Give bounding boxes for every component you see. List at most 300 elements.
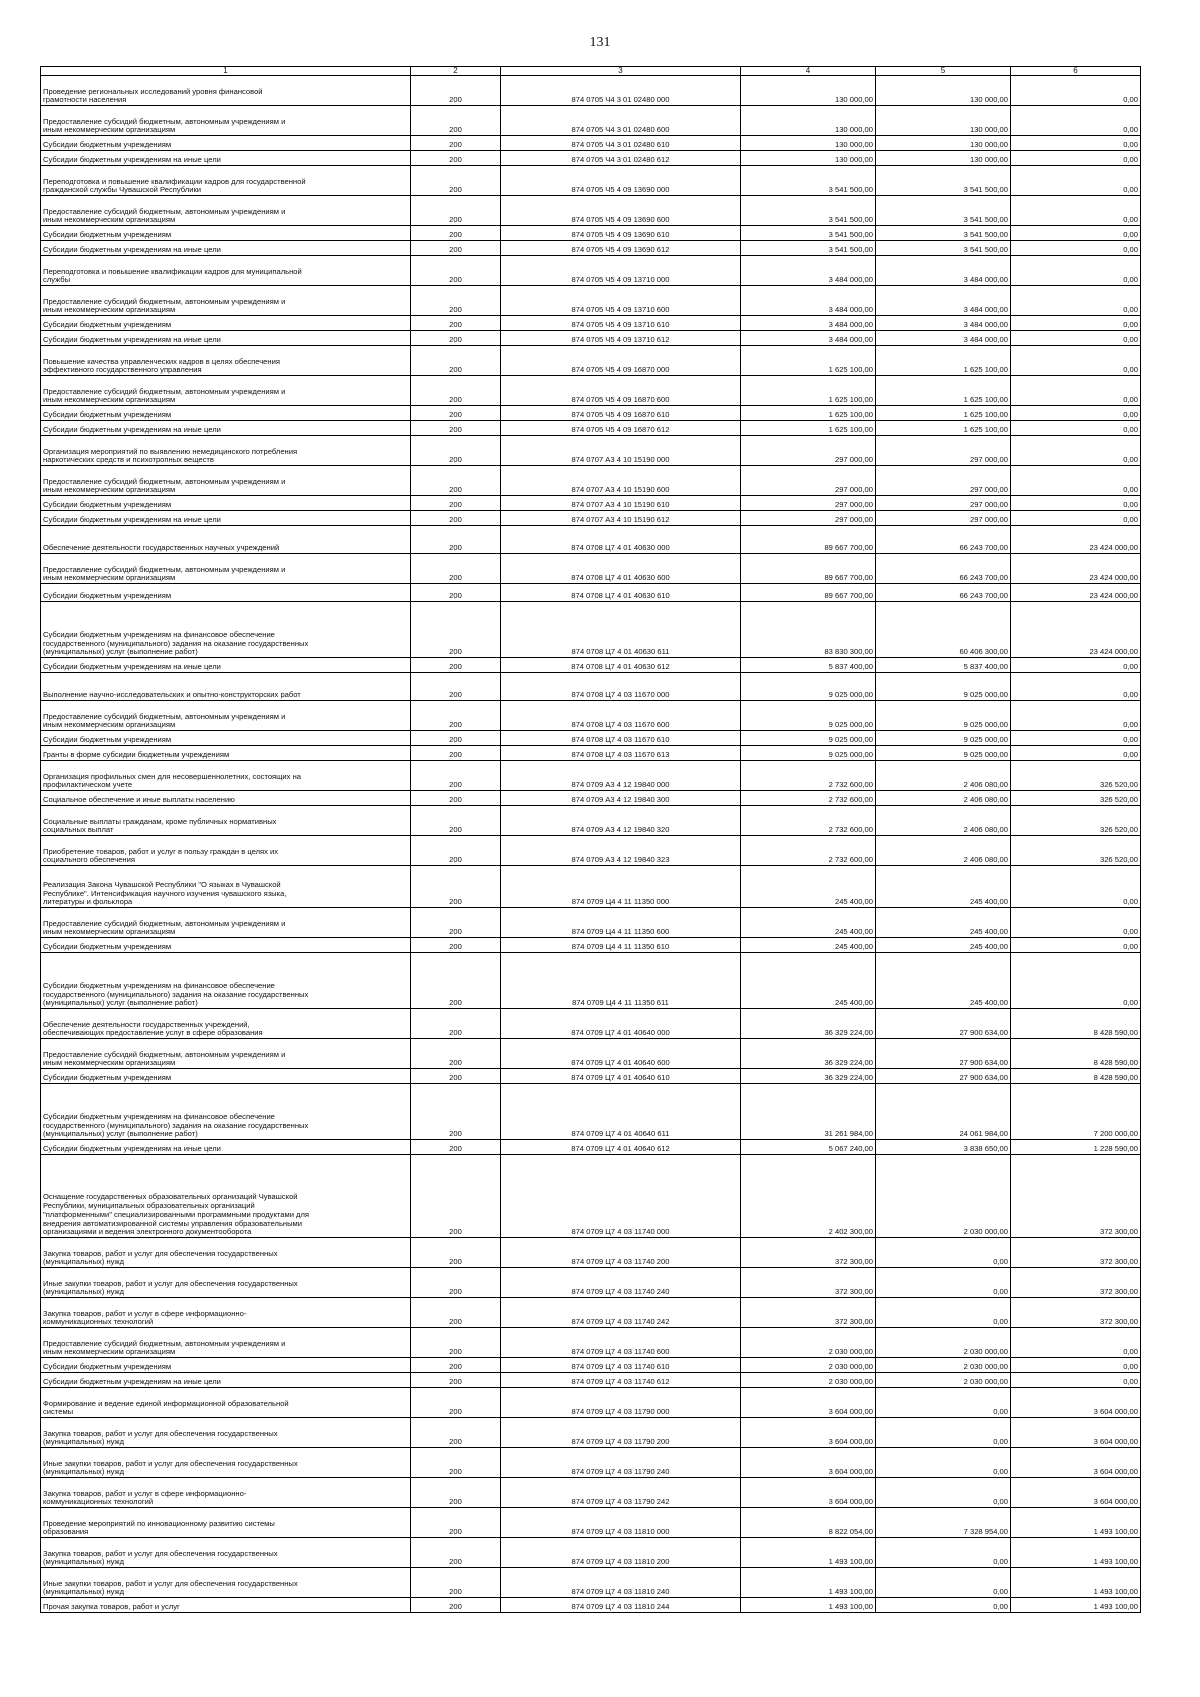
amount-col6-cell: 0,00 xyxy=(1011,346,1141,376)
amount-col4-cell: 36 329 224,00 xyxy=(741,1069,876,1084)
expense-name-cell: Предоставление субсидий бюджетным, автономным учреждениям и иным некоммерческим организациям xyxy=(41,286,411,316)
amount-col4-cell: 372 300,00 xyxy=(741,1268,876,1298)
table-row xyxy=(41,791,1141,806)
table-row xyxy=(41,584,1141,602)
amount-col5-cell: 0,00 xyxy=(876,1298,1011,1328)
budget-code-cell: 874 0705 Ч5 4 09 13710 600 xyxy=(501,286,741,316)
column2-cell: 200 xyxy=(411,1598,501,1613)
budget-code-cell: 874 0709 Ц7 4 03 11740 200 xyxy=(501,1238,741,1268)
amount-col4-cell: 1 625 100,00 xyxy=(741,346,876,376)
table-row xyxy=(41,136,1141,151)
amount-col4-cell: 89 667 700,00 xyxy=(741,584,876,602)
amount-col4-cell: 245 400,00 xyxy=(741,938,876,953)
expense-name-cell: Закупка товаров, работ и услуг для обеспечения государственных (муниципальных) нужд xyxy=(41,1538,411,1568)
column2-cell: 200 xyxy=(411,908,501,938)
budget-code-cell: 874 0708 Ц7 4 01 40630 000 xyxy=(501,526,741,554)
amount-col4-cell: 1 625 100,00 xyxy=(741,406,876,421)
amount-col4-cell: 9 025 000,00 xyxy=(741,673,876,701)
table-row xyxy=(41,346,1141,376)
table-row xyxy=(41,1448,1141,1478)
amount-col5-cell: 3 541 500,00 xyxy=(876,196,1011,226)
column2-cell: 200 xyxy=(411,658,501,673)
table-row xyxy=(41,658,1141,673)
amount-col5-cell: 3 484 000,00 xyxy=(876,256,1011,286)
column2-cell: 200 xyxy=(411,286,501,316)
amount-col4-cell: 3 604 000,00 xyxy=(741,1478,876,1508)
amount-col6-cell: 326 520,00 xyxy=(1011,806,1141,836)
budget-code-cell: 874 0709 Ц7 4 03 11790 000 xyxy=(501,1388,741,1418)
budget-code-cell: 874 0709 Ц7 4 01 40640 600 xyxy=(501,1039,741,1069)
table-row xyxy=(41,761,1141,791)
amount-col5-cell: 130 000,00 xyxy=(876,76,1011,106)
expense-name-cell: Иные закупки товаров, работ и услуг для обеспечения государственных (муниципальных) нужд xyxy=(41,1568,411,1598)
budget-code-cell: 874 0709 А3 4 12 19840 000 xyxy=(501,761,741,791)
column2-cell: 200 xyxy=(411,602,501,658)
amount-col6-cell: 0,00 xyxy=(1011,406,1141,421)
budget-code-cell: 874 0709 Ц7 4 03 11810 240 xyxy=(501,1568,741,1598)
column2-cell: 200 xyxy=(411,526,501,554)
column2-cell: 200 xyxy=(411,791,501,806)
amount-col6-cell: 0,00 xyxy=(1011,136,1141,151)
column2-cell: 200 xyxy=(411,511,501,526)
expense-name-cell: Субсидии бюджетным учреждениям на иные цели xyxy=(41,511,411,526)
expense-name-cell: Прочая закупка товаров, работ и услуг xyxy=(41,1598,411,1613)
amount-col4-cell: 2 402 300,00 xyxy=(741,1155,876,1238)
amount-col6-cell: 0,00 xyxy=(1011,151,1141,166)
column2-cell: 200 xyxy=(411,346,501,376)
amount-col4-cell: 31 261 984,00 xyxy=(741,1084,876,1140)
expense-name-cell: Проведение региональных исследований уровня финансовой грамотности населения xyxy=(41,76,411,106)
amount-col5-cell: 9 025 000,00 xyxy=(876,701,1011,731)
budget-code-cell: 874 0708 Ц7 4 03 11670 613 xyxy=(501,746,741,761)
table-row xyxy=(41,746,1141,761)
budget-code-cell: 874 0705 Ч5 4 09 13710 000 xyxy=(501,256,741,286)
amount-col5-cell: 245 400,00 xyxy=(876,938,1011,953)
amount-col4-cell: 3 484 000,00 xyxy=(741,286,876,316)
column2-cell: 200 xyxy=(411,406,501,421)
amount-col4-cell: 5 837 400,00 xyxy=(741,658,876,673)
column2-cell: 200 xyxy=(411,1084,501,1140)
amount-col6-cell: 3 604 000,00 xyxy=(1011,1418,1141,1448)
expense-name-cell: Социальное обеспечение и иные выплаты населению xyxy=(41,791,411,806)
amount-col6-cell: 0,00 xyxy=(1011,286,1141,316)
amount-col4-cell: 2 030 000,00 xyxy=(741,1373,876,1388)
amount-col4-cell: 9 025 000,00 xyxy=(741,746,876,761)
amount-col6-cell: 0,00 xyxy=(1011,421,1141,436)
column2-cell: 200 xyxy=(411,76,501,106)
column2-cell: 200 xyxy=(411,1069,501,1084)
amount-col5-cell: 3 541 500,00 xyxy=(876,241,1011,256)
budget-code-cell: 874 0709 Ц7 4 03 11740 242 xyxy=(501,1298,741,1328)
expense-name-cell: Проведение мероприятий по инновационному развитию системы образования xyxy=(41,1508,411,1538)
amount-col6-cell: 326 520,00 xyxy=(1011,761,1141,791)
column2-cell: 200 xyxy=(411,673,501,701)
amount-col4-cell: 3 604 000,00 xyxy=(741,1388,876,1418)
amount-col4-cell: 2 030 000,00 xyxy=(741,1328,876,1358)
budget-code-cell: 874 0708 Ц7 4 01 40630 611 xyxy=(501,602,741,658)
amount-col5-cell: 245 400,00 xyxy=(876,908,1011,938)
table-row xyxy=(41,331,1141,346)
amount-col4-cell: 1 493 100,00 xyxy=(741,1538,876,1568)
amount-col6-cell: 0,00 xyxy=(1011,673,1141,701)
budget-code-cell: 874 0709 Ц7 4 01 40640 612 xyxy=(501,1140,741,1155)
amount-col5-cell: 66 243 700,00 xyxy=(876,584,1011,602)
column2-cell: 200 xyxy=(411,1140,501,1155)
column-header: 6 xyxy=(1011,67,1141,76)
amount-col4-cell: 5 067 240,00 xyxy=(741,1140,876,1155)
table-row xyxy=(41,376,1141,406)
amount-col6-cell: 0,00 xyxy=(1011,1328,1141,1358)
table-row xyxy=(41,953,1141,1009)
budget-code-cell: 874 0707 А3 4 10 15190 612 xyxy=(501,511,741,526)
amount-col4-cell: 245 400,00 xyxy=(741,866,876,908)
expense-name-cell: Субсидии бюджетным учреждениям xyxy=(41,731,411,746)
page-number: 131 xyxy=(589,35,611,50)
budget-code-cell: 874 0709 Ц7 4 03 11740 600 xyxy=(501,1328,741,1358)
budget-code-cell: 874 0709 Ц7 4 03 11740 610 xyxy=(501,1358,741,1373)
amount-col5-cell: 1 625 100,00 xyxy=(876,346,1011,376)
amount-col6-cell: 8 428 590,00 xyxy=(1011,1069,1141,1084)
table-header xyxy=(41,67,1141,76)
amount-col5-cell: 0,00 xyxy=(876,1418,1011,1448)
table-row xyxy=(41,1298,1141,1328)
table-row xyxy=(41,151,1141,166)
expense-name-cell: Иные закупки товаров, работ и услуг для обеспечения государственных (муниципальных) нужд xyxy=(41,1448,411,1478)
amount-col4-cell: 36 329 224,00 xyxy=(741,1009,876,1039)
budget-code-cell: 874 0709 Ц7 4 03 11790 242 xyxy=(501,1478,741,1508)
table-row xyxy=(41,1140,1141,1155)
expense-name-cell: Обеспечение деятельности государственных учреждений, обеспечивающих предоставление услуг в сфере образования xyxy=(41,1009,411,1039)
table-row xyxy=(41,1373,1141,1388)
amount-col5-cell: 2 030 000,00 xyxy=(876,1358,1011,1373)
amount-col4-cell: 1 625 100,00 xyxy=(741,376,876,406)
budget-code-cell: 874 0705 Ч5 4 09 13690 000 xyxy=(501,166,741,196)
expense-name-cell: Субсидии бюджетным учреждениям xyxy=(41,406,411,421)
table-row xyxy=(41,554,1141,584)
table-row xyxy=(41,526,1141,554)
amount-col4-cell: 89 667 700,00 xyxy=(741,526,876,554)
amount-col5-cell: 9 025 000,00 xyxy=(876,746,1011,761)
budget-code-cell: 874 0708 Ц7 4 03 11670 000 xyxy=(501,673,741,701)
amount-col4-cell: 9 025 000,00 xyxy=(741,701,876,731)
amount-col4-cell: 130 000,00 xyxy=(741,151,876,166)
amount-col6-cell: 0,00 xyxy=(1011,658,1141,673)
column2-cell: 200 xyxy=(411,376,501,406)
column-header: 1 xyxy=(41,67,411,76)
expense-name-cell: Субсидии бюджетным учреждениям на финансовое обеспечение государственного (муниципального) задания на оказание государственных (муниципальных) услуг (выполнение работ) xyxy=(41,1084,411,1140)
expense-name-cell: Субсидии бюджетным учреждениям на иные цели xyxy=(41,421,411,436)
amount-col4-cell: 297 000,00 xyxy=(741,496,876,511)
amount-col5-cell: 130 000,00 xyxy=(876,106,1011,136)
column2-cell: 200 xyxy=(411,241,501,256)
budget-code-cell: 874 0709 Ц4 4 11 11350 610 xyxy=(501,938,741,953)
amount-col4-cell: 245 400,00 xyxy=(741,908,876,938)
amount-col6-cell: 0,00 xyxy=(1011,166,1141,196)
budget-code-cell: 874 0709 Ц7 4 01 40640 610 xyxy=(501,1069,741,1084)
budget-code-cell: 874 0709 Ц7 4 03 11740 240 xyxy=(501,1268,741,1298)
expense-name-cell: Организация профильных смен для несовершеннолетних, состоящих на профилактическом учете xyxy=(41,761,411,791)
expense-name-cell: Субсидии бюджетным учреждениям xyxy=(41,316,411,331)
amount-col4-cell: 3 484 000,00 xyxy=(741,316,876,331)
amount-col5-cell: 1 625 100,00 xyxy=(876,406,1011,421)
table-row xyxy=(41,1039,1141,1069)
amount-col6-cell: 1 493 100,00 xyxy=(1011,1568,1141,1598)
amount-col5-cell: 66 243 700,00 xyxy=(876,526,1011,554)
table-row xyxy=(41,496,1141,511)
column2-cell: 200 xyxy=(411,436,501,466)
amount-col6-cell: 372 300,00 xyxy=(1011,1268,1141,1298)
budget-code-cell: 874 0709 Ц7 4 03 11740 000 xyxy=(501,1155,741,1238)
amount-col5-cell: 0,00 xyxy=(876,1568,1011,1598)
amount-col5-cell: 130 000,00 xyxy=(876,151,1011,166)
amount-col5-cell: 66 243 700,00 xyxy=(876,554,1011,584)
amount-col4-cell: 89 667 700,00 xyxy=(741,554,876,584)
amount-col4-cell: 9 025 000,00 xyxy=(741,731,876,746)
column2-cell: 200 xyxy=(411,151,501,166)
amount-col5-cell: 3 484 000,00 xyxy=(876,286,1011,316)
budget-code-cell: 874 0709 Ц7 4 03 11810 200 xyxy=(501,1538,741,1568)
column2-cell: 200 xyxy=(411,226,501,241)
budget-table xyxy=(40,66,1141,1613)
amount-col6-cell: 326 520,00 xyxy=(1011,836,1141,866)
amount-col5-cell: 3 484 000,00 xyxy=(876,316,1011,331)
amount-col5-cell: 2 030 000,00 xyxy=(876,1155,1011,1238)
table-row xyxy=(41,1568,1141,1598)
column2-cell: 200 xyxy=(411,1478,501,1508)
expense-name-cell: Субсидии бюджетным учреждениям xyxy=(41,938,411,953)
table-row xyxy=(41,286,1141,316)
amount-col5-cell: 3 541 500,00 xyxy=(876,166,1011,196)
expense-name-cell: Формирование и ведение единой информационной образовательной системы xyxy=(41,1388,411,1418)
amount-col4-cell: 3 484 000,00 xyxy=(741,256,876,286)
column2-cell: 200 xyxy=(411,938,501,953)
table-row xyxy=(41,316,1141,331)
table-body xyxy=(41,76,1141,1613)
budget-code-cell: 874 0705 Ч5 4 09 13690 600 xyxy=(501,196,741,226)
amount-col6-cell: 0,00 xyxy=(1011,256,1141,286)
amount-col4-cell: 83 830 300,00 xyxy=(741,602,876,658)
amount-col5-cell: 1 625 100,00 xyxy=(876,376,1011,406)
table-row xyxy=(41,1358,1141,1373)
table-row xyxy=(41,701,1141,731)
amount-col6-cell: 23 424 000,00 xyxy=(1011,584,1141,602)
amount-col5-cell: 2 030 000,00 xyxy=(876,1328,1011,1358)
budget-code-cell: 874 0705 Ч4 3 01 02480 600 xyxy=(501,106,741,136)
amount-col4-cell: 130 000,00 xyxy=(741,136,876,151)
column2-cell: 200 xyxy=(411,1039,501,1069)
table-row xyxy=(41,106,1141,136)
column2-cell: 200 xyxy=(411,761,501,791)
amount-col4-cell: 372 300,00 xyxy=(741,1298,876,1328)
amount-col4-cell: 3 541 500,00 xyxy=(741,226,876,241)
column2-cell: 200 xyxy=(411,1373,501,1388)
expense-name-cell: Субсидии бюджетным учреждениям xyxy=(41,136,411,151)
column2-cell: 200 xyxy=(411,1358,501,1373)
column2-cell: 200 xyxy=(411,196,501,226)
header-row xyxy=(41,67,1141,76)
amount-col4-cell: 36 329 224,00 xyxy=(741,1039,876,1069)
column2-cell: 200 xyxy=(411,1448,501,1478)
amount-col5-cell: 27 900 634,00 xyxy=(876,1069,1011,1084)
expense-name-cell: Обеспечение деятельности государственных научных учреждений xyxy=(41,526,411,554)
table-row xyxy=(41,256,1141,286)
expense-name-cell: Предоставление субсидий бюджетным, автономным учреждениям и иным некоммерческим организациям xyxy=(41,908,411,938)
amount-col5-cell: 245 400,00 xyxy=(876,953,1011,1009)
budget-code-cell: 874 0705 Ч5 4 09 13710 610 xyxy=(501,316,741,331)
amount-col4-cell: 3 604 000,00 xyxy=(741,1418,876,1448)
amount-col6-cell: 0,00 xyxy=(1011,496,1141,511)
amount-col5-cell: 27 900 634,00 xyxy=(876,1039,1011,1069)
table-row xyxy=(41,1069,1141,1084)
amount-col4-cell: 2 732 600,00 xyxy=(741,836,876,866)
amount-col5-cell: 1 625 100,00 xyxy=(876,421,1011,436)
budget-code-cell: 874 0705 Ч5 4 09 16870 000 xyxy=(501,346,741,376)
amount-col4-cell: 2 030 000,00 xyxy=(741,1358,876,1373)
amount-col6-cell: 0,00 xyxy=(1011,316,1141,331)
expense-name-cell: Повышение качества управленческих кадров в целях обеспечения эффективного государственного управления xyxy=(41,346,411,376)
expense-name-cell: Предоставление субсидий бюджетным, автономным учреждениям и иным некоммерческим организациям xyxy=(41,466,411,496)
table-row xyxy=(41,1388,1141,1418)
table-row xyxy=(41,226,1141,241)
expense-name-cell: Субсидии бюджетным учреждениям xyxy=(41,226,411,241)
expense-name-cell: Субсидии бюджетным учреждениям на иные цели xyxy=(41,331,411,346)
table-row xyxy=(41,511,1141,526)
column2-cell: 200 xyxy=(411,701,501,731)
amount-col6-cell: 0,00 xyxy=(1011,106,1141,136)
expense-name-cell: Предоставление субсидий бюджетным, автономным учреждениям и иным некоммерческим организациям xyxy=(41,376,411,406)
budget-code-cell: 874 0705 Ч5 4 09 16870 610 xyxy=(501,406,741,421)
amount-col6-cell: 3 604 000,00 xyxy=(1011,1388,1141,1418)
amount-col5-cell: 0,00 xyxy=(876,1268,1011,1298)
amount-col5-cell: 297 000,00 xyxy=(876,466,1011,496)
expense-name-cell: Оснащение государственных образовательных организаций Чувашской Республики, муниципальных образовательных организаций "платформенными" специализированными программными продуктами для внедрения автоматизированной системы управления образовательными организациями и ведения электронного документооборота xyxy=(41,1155,411,1238)
table-row xyxy=(41,241,1141,256)
table-row xyxy=(41,602,1141,658)
expense-name-cell: Предоставление субсидий бюджетным, автономным учреждениям и иным некоммерческим организациям xyxy=(41,701,411,731)
expense-name-cell: Социальные выплаты гражданам, кроме публичных нормативных социальных выплат xyxy=(41,806,411,836)
amount-col6-cell: 1 493 100,00 xyxy=(1011,1598,1141,1613)
budget-code-cell: 874 0708 Ц7 4 01 40630 612 xyxy=(501,658,741,673)
column-header: 2 xyxy=(411,67,501,76)
table-row xyxy=(41,1328,1141,1358)
amount-col6-cell: 0,00 xyxy=(1011,938,1141,953)
table-row xyxy=(41,866,1141,908)
amount-col4-cell: 8 822 054,00 xyxy=(741,1508,876,1538)
amount-col6-cell: 372 300,00 xyxy=(1011,1155,1141,1238)
expense-name-cell: Субсидии бюджетным учреждениям xyxy=(41,584,411,602)
expense-name-cell: Закупка товаров, работ и услуг в сфере информационно- коммуникационных технологий xyxy=(41,1298,411,1328)
amount-col6-cell: 0,00 xyxy=(1011,466,1141,496)
amount-col6-cell: 23 424 000,00 xyxy=(1011,526,1141,554)
table-row xyxy=(41,938,1141,953)
expense-name-cell: Субсидии бюджетным учреждениям на иные цели xyxy=(41,151,411,166)
budget-code-cell: 874 0707 А3 4 10 15190 600 xyxy=(501,466,741,496)
column2-cell: 200 xyxy=(411,1508,501,1538)
budget-code-cell: 874 0708 Ц7 4 03 11670 610 xyxy=(501,731,741,746)
expense-name-cell: Субсидии бюджетным учреждениям xyxy=(41,1069,411,1084)
expense-name-cell: Субсидии бюджетным учреждениям xyxy=(41,1358,411,1373)
table-row xyxy=(41,908,1141,938)
table-row xyxy=(41,421,1141,436)
column-header: 4 xyxy=(741,67,876,76)
amount-col4-cell: 130 000,00 xyxy=(741,106,876,136)
amount-col6-cell: 23 424 000,00 xyxy=(1011,602,1141,658)
expense-name-cell: Переподготовка и повышение квалификации кадров для муниципальной службы xyxy=(41,256,411,286)
amount-col6-cell: 0,00 xyxy=(1011,436,1141,466)
table-row xyxy=(41,1084,1141,1140)
amount-col6-cell: 326 520,00 xyxy=(1011,791,1141,806)
column2-cell: 200 xyxy=(411,953,501,1009)
column2-cell: 200 xyxy=(411,1268,501,1298)
column2-cell: 200 xyxy=(411,106,501,136)
budget-code-cell: 874 0709 Ц4 4 11 11350 600 xyxy=(501,908,741,938)
column2-cell: 200 xyxy=(411,1418,501,1448)
budget-code-cell: 874 0709 Ц4 4 11 11350 611 xyxy=(501,953,741,1009)
amount-col6-cell: 0,00 xyxy=(1011,76,1141,106)
amount-col6-cell: 1 228 590,00 xyxy=(1011,1140,1141,1155)
amount-col6-cell: 0,00 xyxy=(1011,908,1141,938)
amount-col4-cell: 3 604 000,00 xyxy=(741,1448,876,1478)
amount-col5-cell: 297 000,00 xyxy=(876,436,1011,466)
amount-col5-cell: 0,00 xyxy=(876,1478,1011,1508)
column2-cell: 200 xyxy=(411,1568,501,1598)
amount-col6-cell: 0,00 xyxy=(1011,1373,1141,1388)
amount-col4-cell: 130 000,00 xyxy=(741,76,876,106)
table-row xyxy=(41,806,1141,836)
amount-col5-cell: 3 838 650,00 xyxy=(876,1140,1011,1155)
column2-cell: 200 xyxy=(411,806,501,836)
amount-col4-cell: 2 732 600,00 xyxy=(741,791,876,806)
budget-code-cell: 874 0709 Ц7 4 01 40640 611 xyxy=(501,1084,741,1140)
table-row xyxy=(41,673,1141,701)
column2-cell: 200 xyxy=(411,331,501,346)
column2-cell: 200 xyxy=(411,166,501,196)
table-row xyxy=(41,1268,1141,1298)
column2-cell: 200 xyxy=(411,1298,501,1328)
amount-col5-cell: 297 000,00 xyxy=(876,496,1011,511)
amount-col4-cell: 1 625 100,00 xyxy=(741,421,876,436)
expense-name-cell: Субсидии бюджетным учреждениям на финансовое обеспечение государственного (муниципального) задания на оказание государственных (муниципальных) услуг (выполнение работ) xyxy=(41,602,411,658)
budget-code-cell: 874 0708 Ц7 4 01 40630 610 xyxy=(501,584,741,602)
table-row xyxy=(41,466,1141,496)
expense-name-cell: Закупка товаров, работ и услуг для обеспечения государственных (муниципальных) нужд xyxy=(41,1418,411,1448)
amount-col4-cell: 3 484 000,00 xyxy=(741,331,876,346)
amount-col5-cell: 0,00 xyxy=(876,1238,1011,1268)
expense-name-cell: Выполнение научно-исследовательских и опытно-конструкторских работ xyxy=(41,673,411,701)
table-row xyxy=(41,836,1141,866)
amount-col6-cell: 372 300,00 xyxy=(1011,1238,1141,1268)
expense-name-cell: Предоставление субсидий бюджетным, автономным учреждениям и иным некоммерческим организациям xyxy=(41,196,411,226)
expense-name-cell: Закупка товаров, работ и услуг для обеспечения государственных (муниципальных) нужд xyxy=(41,1238,411,1268)
amount-col5-cell: 3 541 500,00 xyxy=(876,226,1011,241)
expense-name-cell: Приобретение товаров, работ и услуг в пользу граждан в целях их социального обеспечения xyxy=(41,836,411,866)
column-header: 3 xyxy=(501,67,741,76)
amount-col6-cell: 0,00 xyxy=(1011,701,1141,731)
amount-col6-cell: 0,00 xyxy=(1011,376,1141,406)
budget-code-cell: 874 0709 Ц7 4 03 11810 244 xyxy=(501,1598,741,1613)
budget-code-cell: 874 0709 Ц7 4 03 11790 200 xyxy=(501,1418,741,1448)
amount-col5-cell: 7 328 954,00 xyxy=(876,1508,1011,1538)
column2-cell: 200 xyxy=(411,836,501,866)
amount-col6-cell: 1 493 100,00 xyxy=(1011,1508,1141,1538)
table-row xyxy=(41,1538,1141,1568)
amount-col5-cell: 3 484 000,00 xyxy=(876,331,1011,346)
budget-code-cell: 874 0709 Ц7 4 01 40640 000 xyxy=(501,1009,741,1039)
column2-cell: 200 xyxy=(411,1238,501,1268)
column2-cell: 200 xyxy=(411,136,501,151)
table-row xyxy=(41,406,1141,421)
column2-cell: 200 xyxy=(411,731,501,746)
